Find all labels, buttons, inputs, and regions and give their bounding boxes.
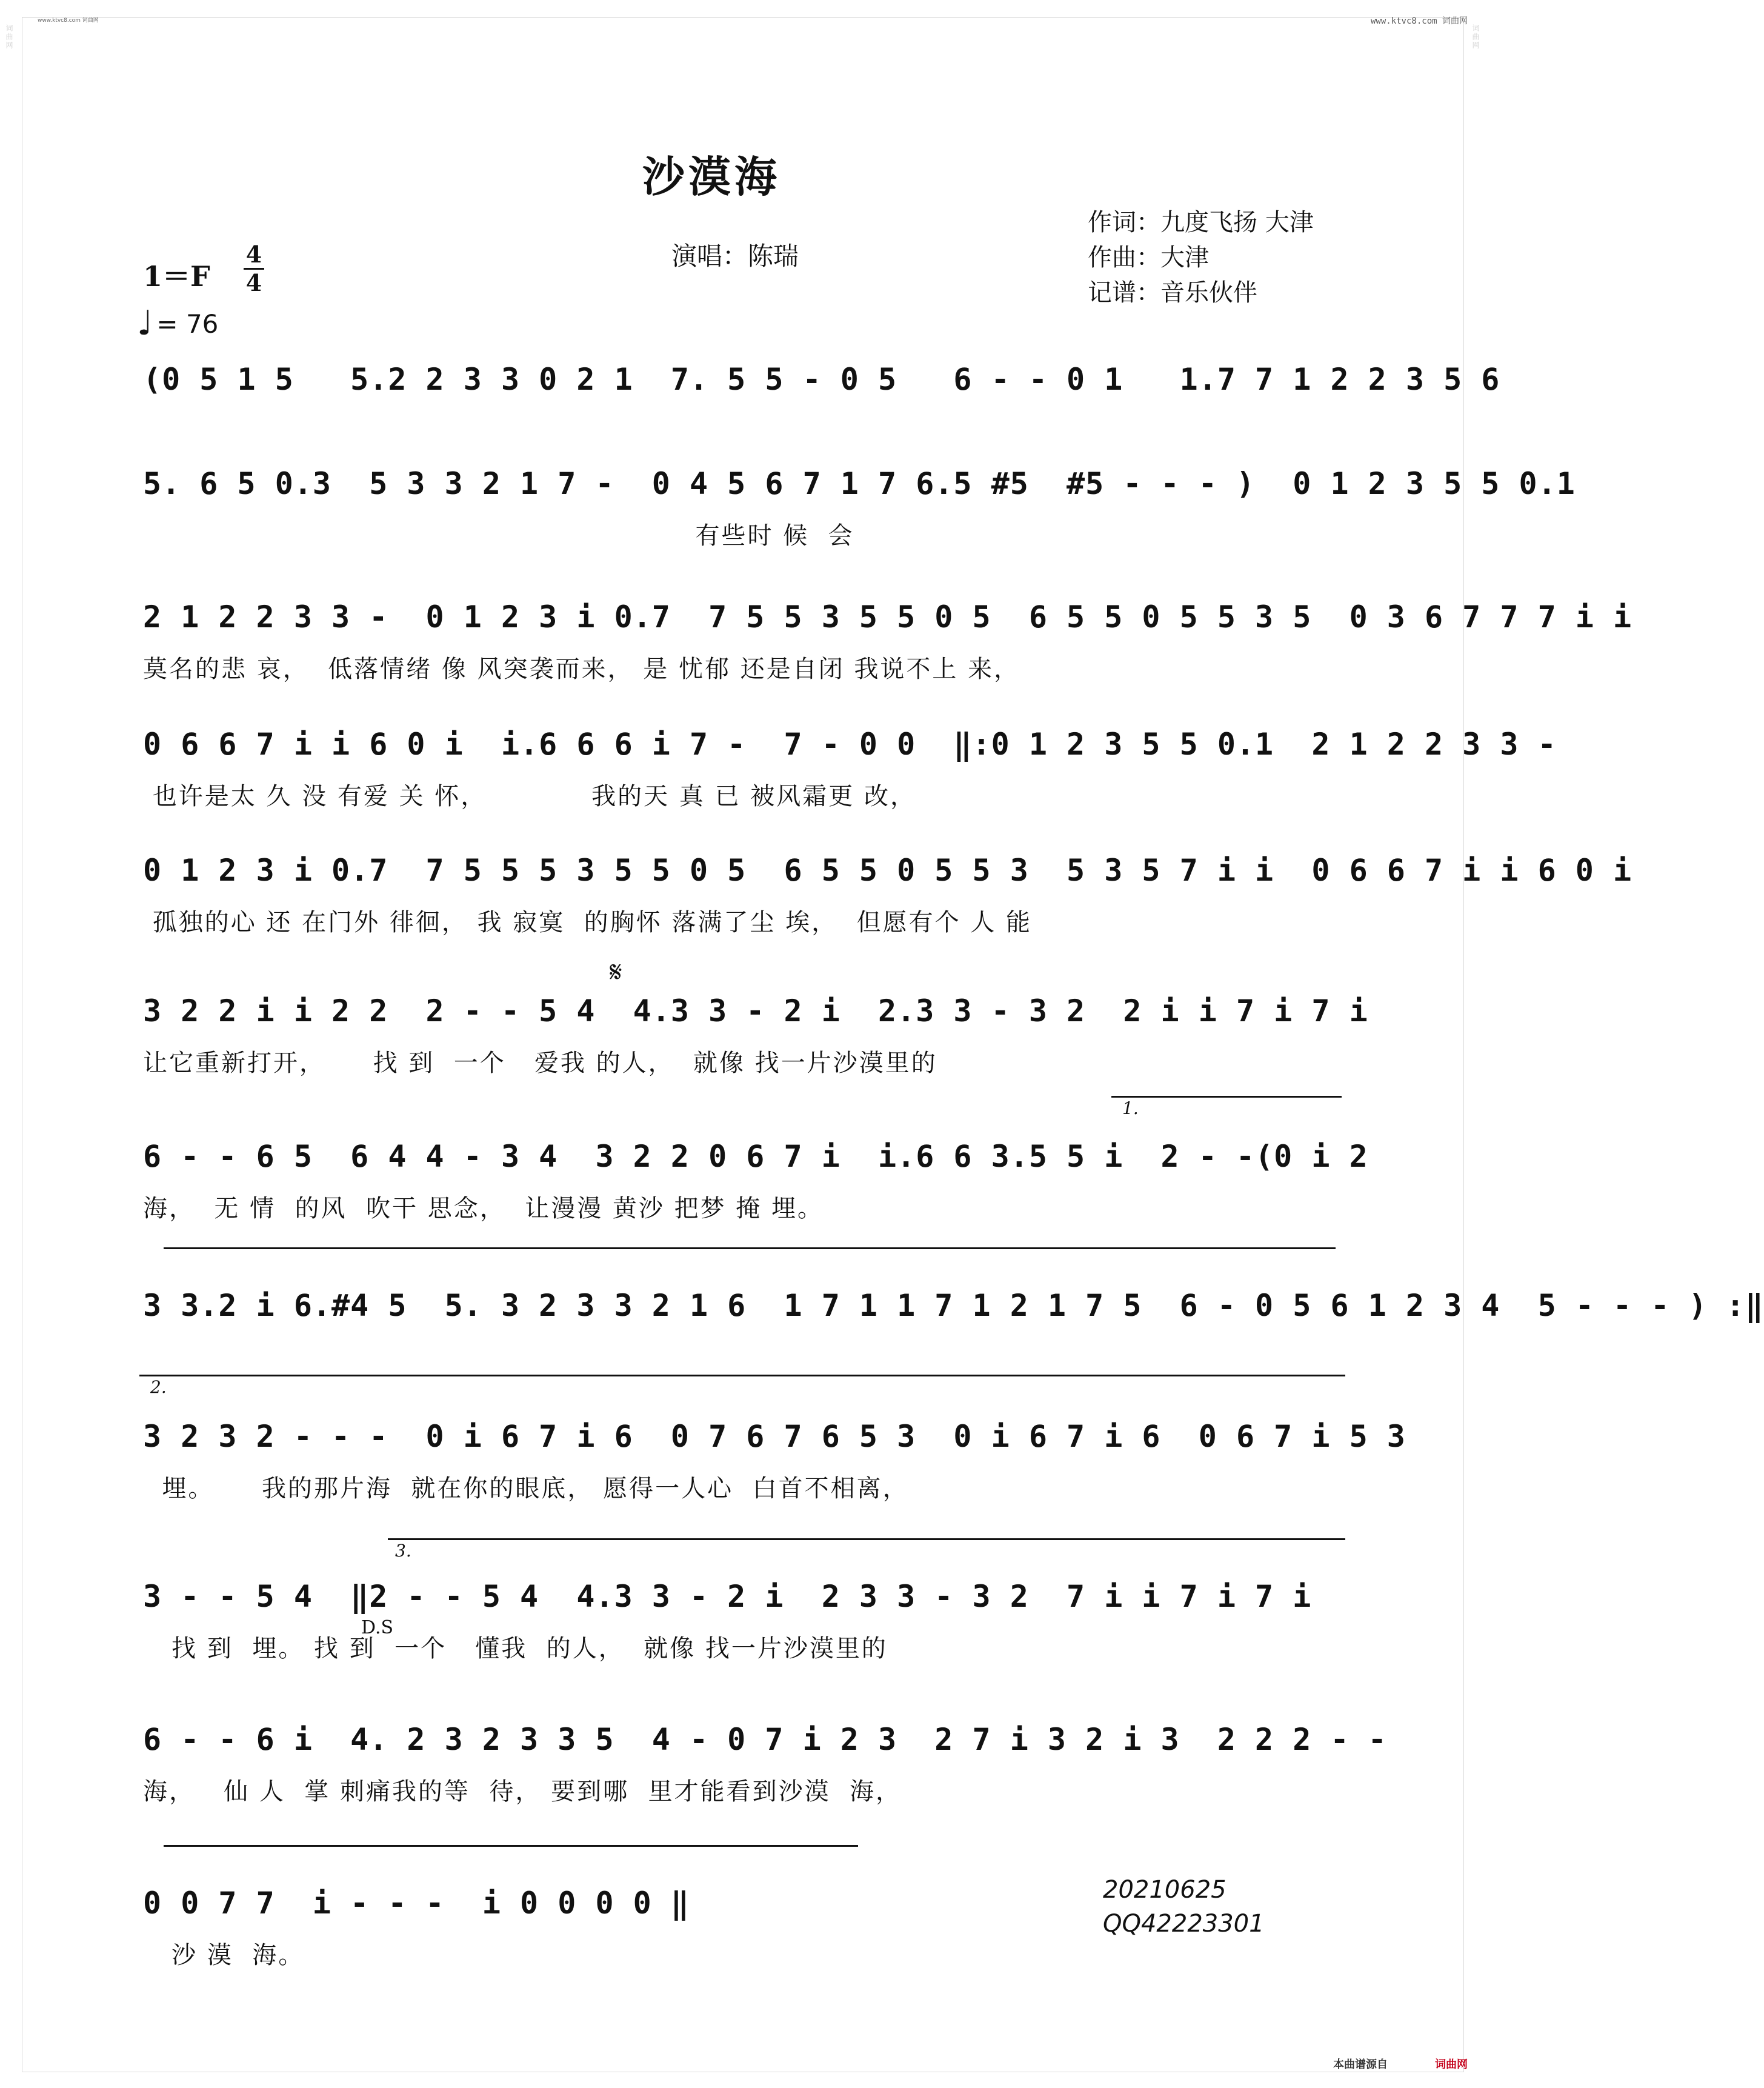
volta-1-label: 1. [1122, 1098, 1139, 1118]
top-right-site-tag: www.ktvc8.com 词曲网 [1370, 16, 1468, 26]
right-watermark-strip [1470, 24, 1481, 2061]
signature-qq: QQ42223301 [1103, 1910, 1265, 1938]
row-lyrics: 也许是太 久 没 有爱 关 怀， 我的天 真 已 被风霜更 改， [143, 782, 917, 810]
score-row-12 [143, 1885, 870, 1969]
segno-icon: 𝄋 [610, 955, 622, 989]
singer-credit: 演唱：陈瑞 [671, 241, 799, 271]
row-notes: 0 0 7 7 i - - - i 0 0 0 0 ‖ [143, 1886, 690, 1921]
transcriber-credit: 记谱：音乐伙伴 [1088, 279, 1257, 307]
time-signature [244, 241, 264, 296]
score-row-4 [143, 726, 1557, 810]
row-notes: 5. 6 5 0.3 5 3 3 2 1 7 - 0 4 5 6 7 1 7 6.5 #5 #5 - - - ) 0 1 2 3 5 5 0.1 [143, 466, 1576, 501]
row-notes: 3 - - 5 4 ‖2 - - 5 4 4.3 3 - 2 i 2 3 3 - 3 2 7 i i 7 i 7 i [143, 1579, 1312, 1614]
tempo-marking [137, 304, 219, 343]
score-row-10 [143, 1578, 1349, 1663]
row-notes: 2 1 2 2 3 3 - 0 1 2 3 i 0.7 7 5 5 3 5 5 0 5 6 5 5 0 5 5 3 5 0 3 6 7 7 7 i i [143, 599, 1633, 635]
time-numerator: 4 [245, 241, 262, 268]
row-lyrics [143, 1338, 1349, 1369]
row-notes: 6 - - 6 5 6 4 4 - 3 4 3 2 2 0 6 7 i i.6 6 3.5 5 i 2 - -(0 i 2 [143, 1139, 1368, 1174]
score-row-7 [143, 1138, 1368, 1222]
tempo-value: = 76 [156, 309, 219, 339]
row-notes: 0 6 6 7 i i 6 0 i i.6 6 6 i 7 - 7 - 0 0 ‖:0 1 2 3 5 5 0.1 2 1 2 2 3 3 - [143, 727, 1557, 762]
quarter-note-icon: ♩ [137, 304, 153, 343]
score-row-3 [143, 599, 1633, 683]
signature-date: 20210625 [1103, 1876, 1226, 1904]
time-denominator: 4 [245, 269, 262, 296]
volta-1-bracket [1111, 1096, 1342, 1098]
footer-logo[interactable]: 词曲网 [1435, 2058, 1468, 2071]
key-signature: 1＝F [143, 260, 210, 293]
volta-3-label: 3. [395, 1541, 411, 1561]
row-lyrics: 让它重新打开， 找 到 一个 爱我 的人， 就像 找一片沙漠里的 [143, 1049, 937, 1077]
top-left-site-tag: www.ktvc8.com 词曲网 [38, 18, 99, 24]
row-notes: 6 - - 6 i 4. 2 3 2 3 3 5 4 - 0 7 i 2 3 2 7 i 3 2 i 3 2 2 2 - - [143, 1722, 1387, 1757]
score-row-6 [143, 993, 1368, 1077]
score-row-1 [143, 361, 1500, 442]
repeat-span-line [164, 1247, 1336, 1249]
volta-3-bracket [388, 1538, 1345, 1540]
row-lyrics: 找 到 埋。 找 到 一个 懂我 的人， 就像 找一片沙漠里的 [143, 1635, 888, 1663]
row-notes: 3 2 2 i i 2 2 2 - - 5 4 4.3 3 - 2 i 2.3 3 - 3 2 2 i i 7 i 7 i [143, 993, 1368, 1029]
row-lyrics: 沙 漠 海。 [143, 1941, 305, 1969]
dal-segno-marking: D.S [361, 1617, 394, 1638]
credits-block [1088, 205, 1314, 310]
song-title: 沙漠海 [642, 152, 780, 202]
row-notes: 3 2 3 2 - - - 0 i 6 7 i 6 0 7 6 7 6 5 3 0 i 6 7 i 6 0 6 7 i 5 3 [143, 1419, 1406, 1454]
row-lyrics: 海， 无 情 的风 吹干 思念， 让漫漫 黄沙 把梦 掩 埋。 [143, 1195, 824, 1222]
score-row-11 [143, 1721, 1387, 1806]
watermark-text: 词曲网 [1471, 24, 1480, 50]
ending-span-line [164, 1845, 858, 1847]
footer-source-label: 本曲谱源自 [1333, 2058, 1388, 2071]
volta-2-bracket [139, 1375, 1345, 1376]
row-notes: (0 5 1 5 5.2 2 3 3 0 2 1 7. 5 5 - 0 5 6 - - 0 1 1.7 7 1 2 2 3 5 6 [143, 362, 1500, 397]
signature-block [1103, 1873, 1265, 1941]
row-lyrics: 孤独的心 还 在门外 徘徊， 我 寂寞 的胸怀 落满了尘 埃， 但愿有个 人 能 [143, 909, 1033, 936]
row-lyrics [143, 412, 1349, 442]
row-notes: 3 3.2 i 6.#4 5 5. 3 2 3 3 2 1 6 1 7 1 1 7 1 2 1 7 5 6 - 0 5 6 1 2 3 4 5 - - - ) :‖ [143, 1288, 1764, 1323]
score-row-5 [143, 852, 1633, 936]
row-lyrics: 莫名的悲 哀， 低落情绪 像 风突袭而来， 是 忧郁 还是自闭 我说不上 来， [143, 655, 1020, 683]
score-row-8 [143, 1287, 1764, 1369]
row-lyrics: 海， 仙 人 掌 刺痛我的等 待， 要到哪 里才能看到沙漠 海， [143, 1778, 902, 1806]
composer-credit: 作曲：大津 [1088, 244, 1209, 272]
left-watermark-strip [4, 24, 15, 2061]
volta-2-label: 2. [150, 1377, 167, 1397]
score-row-2 [143, 465, 1576, 550]
row-notes: 0 1 2 3 i 0.7 7 5 5 5 3 5 5 0 5 6 5 5 0 5 5 3 5 3 5 7 i i 0 6 6 7 i i 6 0 i [143, 853, 1633, 888]
watermark-text: 词曲网 [5, 24, 13, 50]
row-lyrics: 有些时 候 会 [143, 522, 854, 550]
score-row-9 [143, 1418, 1406, 1503]
row-lyrics: 埋。 我的那片海 就在你的眼底， 愿得一人心 白首不相离， [143, 1475, 909, 1503]
lyricist-credit: 作词：九度飞扬 大津 [1088, 208, 1314, 236]
